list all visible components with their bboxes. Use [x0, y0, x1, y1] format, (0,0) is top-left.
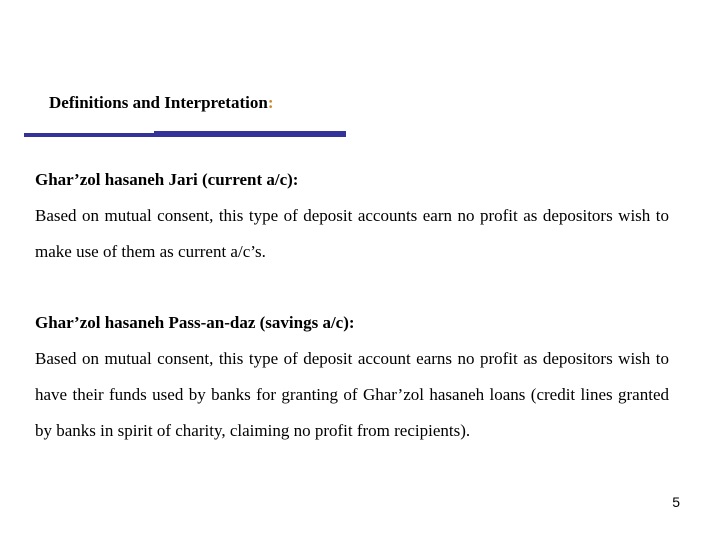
- definition-body: Based on mutual consent, this type of deposit account earns no profit as depositors wish to have their funds used by banks for granting of Ghar’zol hasaneh loans (credit lines granted by banks in spirit of charity, claiming no profit from recipients).: [35, 349, 669, 440]
- title-underline: [24, 131, 346, 137]
- title-underline-accent: [154, 131, 346, 134]
- page-number: 5: [672, 494, 680, 510]
- definition-heading: Ghar’zol hasaneh Pass-an-daz (savings a/c):: [35, 313, 355, 332]
- definition-body: Based on mutual consent, this type of deposit accounts earn no profit as depositors wish to make use of them as current a/c’s.: [35, 206, 669, 261]
- definition-savings-account: [35, 305, 669, 449]
- slide-title: [49, 93, 273, 113]
- slide-title-text: Definitions and Interpretation: [49, 93, 268, 112]
- definition-heading: Ghar’zol hasaneh Jari (current a/c):: [35, 170, 299, 189]
- slide-content: [35, 162, 669, 449]
- slide-title-colon: :: [267, 93, 274, 112]
- definition-current-account: [35, 162, 669, 270]
